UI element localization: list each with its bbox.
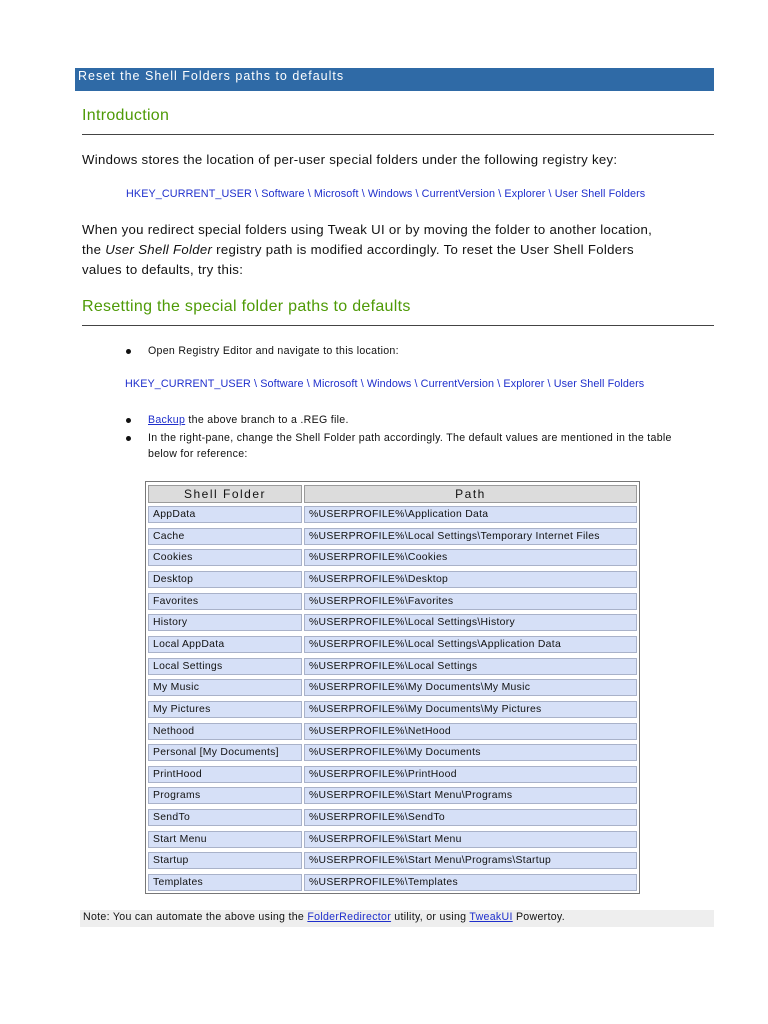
table-row [148, 679, 637, 697]
redirect-paragraph [82, 220, 722, 280]
backup-link[interactable]: Backup [148, 414, 186, 426]
shell-folder-cell: PrintHood [148, 766, 302, 783]
shell-folder-cell: Programs [148, 787, 302, 804]
shell-folder-cell: Favorites [148, 593, 302, 610]
intro-paragraph: Windows stores the location of per-user special folders under the following registry key: [82, 152, 618, 167]
path-cell: %USERPROFILE%\NetHood [304, 723, 637, 740]
table-row [148, 787, 637, 805]
shell-folder-cell: Local Settings [148, 658, 302, 675]
folder-redirector-link[interactable]: FolderRedirector [307, 911, 392, 923]
path-cell: %USERPROFILE%\PrintHood [304, 766, 637, 783]
section-divider [82, 134, 714, 135]
redirect-paragraph-line1: When you redirect special folders using Tweak UI or by moving the folder to another location, [82, 222, 653, 237]
tweakui-link[interactable]: TweakUI [469, 911, 513, 923]
shell-folder-cell: AppData [148, 506, 302, 523]
column-header-path: Path [304, 485, 637, 503]
bullet-text: Open Registry Editor and navigate to this location: [148, 345, 399, 357]
redirect-paragraph-line2-prefix: the [82, 242, 106, 257]
bullet-text-line1: In the right-pane, change the Shell Folder path accordingly. The default values are mentioned in the table [148, 432, 672, 444]
section-divider [82, 325, 714, 326]
path-cell: %USERPROFILE%\My Documents\My Pictures [304, 701, 637, 718]
table-row [148, 723, 637, 741]
introduction-heading: Introduction [82, 107, 170, 124]
table-row [148, 506, 637, 524]
path-cell: %USERPROFILE%\Local Settings\Temporary Internet Files [304, 528, 637, 545]
path-cell: %USERPROFILE%\My Documents [304, 744, 637, 761]
table-row [148, 701, 637, 719]
path-cell: %USERPROFILE%\Start Menu\Programs\Startup [304, 852, 637, 869]
path-cell: %USERPROFILE%\Templates [304, 874, 637, 891]
shell-folder-cell: Personal [My Documents] [148, 744, 302, 761]
shell-folders-table [145, 481, 640, 894]
path-cell: %USERPROFILE%\My Documents\My Music [304, 679, 637, 696]
shell-folder-cell: Desktop [148, 571, 302, 588]
page-title-bar [75, 68, 714, 91]
path-cell: %USERPROFILE%\Start Menu [304, 831, 637, 848]
table-row [148, 528, 637, 546]
table-row [148, 636, 637, 654]
shell-folder-cell: Local AppData [148, 636, 302, 653]
shell-folder-cell: SendTo [148, 809, 302, 826]
table-row [148, 571, 637, 589]
bullet-icon [126, 349, 131, 354]
path-cell: %USERPROFILE%\Application Data [304, 506, 637, 523]
shell-folder-cell: Templates [148, 874, 302, 891]
backup-text: the above branch to a .REG file. [185, 414, 349, 426]
table-header [148, 485, 637, 503]
shell-folder-cell: Startup [148, 852, 302, 869]
table-row [148, 744, 637, 762]
path-cell: %USERPROFILE%\Local Settings\Application Data [304, 636, 637, 653]
note-bar [80, 910, 714, 927]
shell-folder-cell: My Pictures [148, 701, 302, 718]
path-cell: %USERPROFILE%\Local Settings [304, 658, 637, 675]
registry-path: HKEY_CURRENT_USER \ Software \ Microsoft \ Windows \ CurrentVersion \ Explorer \ User Shell Folders [126, 188, 646, 200]
note-middle: utility, or using [391, 911, 470, 923]
column-header-shell-folder: Shell Folder [148, 485, 302, 503]
path-cell: %USERPROFILE%\Cookies [304, 549, 637, 566]
path-cell: %USERPROFILE%\Favorites [304, 593, 637, 610]
bullet-text [148, 430, 708, 462]
bullet-icon [126, 436, 131, 441]
shell-folder-cell: Nethood [148, 723, 302, 740]
registry-path: HKEY_CURRENT_USER \ Software \ Microsoft \ Windows \ CurrentVersion \ Explorer \ User Shell Folders [125, 378, 645, 390]
note-suffix: Powertoy. [512, 911, 565, 923]
table-row [148, 593, 637, 611]
bullet-text-line2: below for reference: [148, 448, 248, 460]
path-cell: %USERPROFILE%\SendTo [304, 809, 637, 826]
resetting-heading: Resetting the special folder paths to defaults [82, 298, 411, 315]
path-cell: %USERPROFILE%\Desktop [304, 571, 637, 588]
table-row [148, 766, 637, 784]
shell-folder-cell: History [148, 614, 302, 631]
table-row [148, 874, 637, 892]
path-cell: %USERPROFILE%\Start Menu\Programs [304, 787, 637, 804]
table-row [148, 831, 637, 849]
redirect-paragraph-line3: values to defaults, try this: [82, 262, 244, 277]
redirect-paragraph-line2-suffix: registry path is modified accordingly. To reset the User Shell Folders [212, 242, 634, 257]
bullet-icon [126, 418, 131, 423]
path-cell: %USERPROFILE%\Local Settings\History [304, 614, 637, 631]
bullet-text [148, 412, 708, 428]
shell-folder-cell: Cache [148, 528, 302, 545]
table-row [148, 809, 637, 827]
shell-folder-cell: Start Menu [148, 831, 302, 848]
user-shell-folder-term: User Shell Folder [105, 242, 213, 257]
shell-folder-cell: My Music [148, 679, 302, 696]
table-row [148, 614, 637, 632]
page-title: Reset the Shell Folders paths to defaults [78, 69, 345, 83]
table-row [148, 549, 637, 567]
note-prefix: Note: You can automate the above using the [83, 911, 308, 923]
table-row [148, 658, 637, 676]
table-row [148, 852, 637, 870]
shell-folder-cell: Cookies [148, 549, 302, 566]
